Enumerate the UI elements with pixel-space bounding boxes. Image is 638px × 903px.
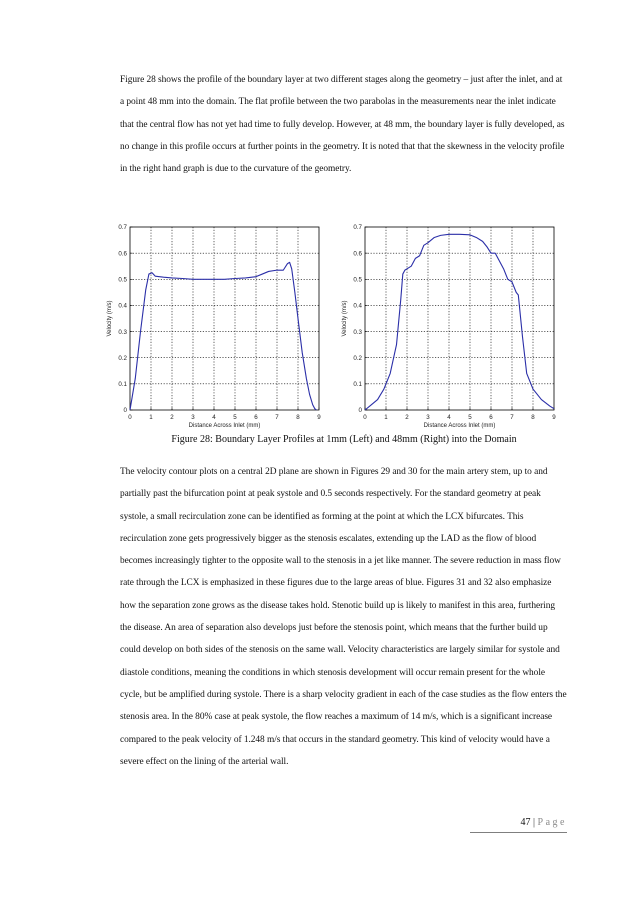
x-tick-label: 8 [531, 414, 535, 421]
x-tick-label: 7 [510, 414, 514, 421]
x-tick-label: 6 [254, 414, 258, 421]
y-tick-label: 0.5 [353, 276, 362, 284]
x-tick-label: 0 [128, 414, 132, 421]
velocity-profile-line [130, 262, 316, 410]
x-tick-label: 3 [426, 414, 430, 421]
y-tick-label: 0 [358, 407, 362, 415]
plot-frame [130, 227, 319, 410]
left-velocity-chart [90, 212, 340, 434]
footer-separator: | [533, 817, 536, 828]
x-axis-label: Distance Across Inlet (mm) [188, 423, 261, 429]
x-tick-label: 2 [405, 414, 409, 421]
x-tick-label: 5 [468, 414, 472, 421]
y-tick-label: 0.4 [353, 302, 362, 310]
y-tick-label: 0.1 [118, 381, 127, 389]
y-tick-label: 0.5 [118, 276, 127, 284]
y-tick-label: 0.1 [353, 381, 362, 389]
x-tick-label: 4 [447, 414, 451, 421]
y-tick-label: 0.6 [353, 250, 362, 258]
x-tick-label: 2 [170, 414, 174, 421]
y-axis-label: Velocity (m/s) [107, 300, 113, 337]
y-tick-label: 0.2 [118, 354, 127, 362]
page-footer [400, 817, 567, 828]
x-tick-label: 7 [275, 414, 279, 421]
intro-paragraph: Figure 28 shows the profile of the boundary layer at two different stages along the geometry – just after the inlet, and at a point 48 mm into the domain. The flat profile between the two parabolas in the measurements near the inlet indicate that the central flow has not yet had time to fully develop. However, at 48 mm, the boundary layer is fully developed, as no change in this profile occurs at further points in the geometry. It is noted that that the skewness in the velocity profile in the right hand graph is due to the curvature of the geometry. [120, 75, 565, 175]
chart-svg [90, 212, 340, 434]
x-tick-label: 3 [191, 414, 195, 421]
x-tick-label: 4 [212, 414, 216, 421]
y-tick-label: 0.3 [118, 328, 127, 336]
x-axis-label: Distance Across Inlet (mm) [423, 423, 496, 429]
y-tick-label: 0.7 [118, 224, 127, 232]
y-tick-label: 0.3 [353, 328, 362, 336]
y-tick-label: 0.7 [353, 224, 362, 232]
x-tick-label: 1 [384, 414, 388, 421]
right-velocity-chart [325, 212, 575, 434]
x-tick-label: 6 [489, 414, 493, 421]
velocity-contour-paragraph: The velocity contour plots on a central 2D plane are shown in Figures 29 and 30 for the main artery stem, up to and partially past the bifurcation point at peak systole and 0.5 seconds respectively. For the standard geometry at peak systole, a small recirculation zone can be identified as forming at the point at which the LCX bifurcates. This recirculation zone gets progressively bigger as the stenosis escalates, extending up the LAD as the flow of blood becomes increasingly tighter to the opposite wall to the stenosis in a jet like manner. The severe reduction in mass flow rate through the LCX is emphasized in these figures due to the large areas of blue. Figures 31 and 32 also emphasize how the separation zone grows as the disease takes hold. Stenotic build up is likely to manifest in this area, furthering the disease. An area of separation also develops just before the stenosis point, which means that the further build up could develop on both sides of the stenosis on the same wall. Velocity characteristics are largely similar for systole and diastole conditions, meaning the conditions in which stenosis development will occur remain present for the whole cycle, but be amplified during systole. There is a sharp velocity gradient in each of the case studies as the flow enters the stenosis area. In the 80% case at peak systole, the flow reaches a maximum of 14 m/s, which is a significant increase compared to the peak velocity of 1.248 m/s that occurs in the standard geometry. This kind of velocity would have a severe effect on the lining of the arterial wall. [120, 467, 567, 767]
x-tick-label: 1 [149, 414, 153, 421]
y-tick-label: 0.6 [118, 250, 127, 258]
x-tick-label: 9 [317, 414, 321, 421]
plot-frame [365, 227, 554, 410]
x-tick-label: 0 [363, 414, 367, 421]
figure-caption: Figure 28: Boundary Layer Profiles at 1mm (Left) and 48mm (Right) into the Domain [171, 434, 517, 445]
x-tick-label: 9 [552, 414, 556, 421]
page-number: 47 [520, 817, 531, 828]
footer-rule [470, 832, 567, 833]
x-tick-label: 8 [296, 414, 300, 421]
y-tick-label: 0.4 [118, 302, 127, 310]
x-tick-label: 5 [233, 414, 237, 421]
y-tick-label: 0 [123, 407, 127, 415]
y-tick-label: 0.2 [353, 354, 362, 362]
footer-page-word: Page [537, 817, 567, 828]
y-axis-label: Velocity (m/s) [342, 300, 348, 337]
chart-svg [325, 212, 575, 434]
